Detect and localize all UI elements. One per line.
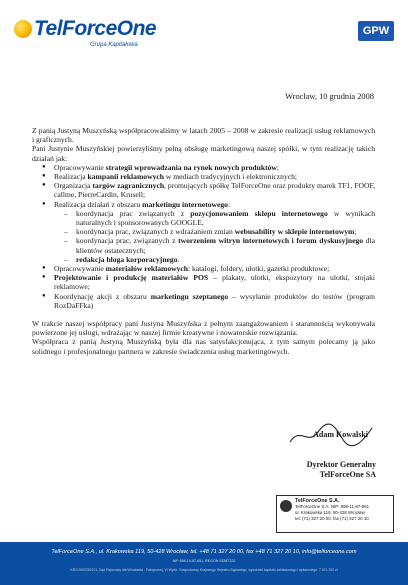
gpw-badge: GPW (358, 21, 394, 41)
stamp-logo-icon (280, 500, 292, 512)
signatory-name: Adam Kowalski (313, 430, 368, 439)
stamp-line: tel. (71) 327 20 00, fax (71) 327 20 10 (295, 516, 369, 521)
list-item: ● Opracowywanie materiałów reklamowych: katalogi, foldery, ulotki, gazetki produktowe; (42, 264, 375, 273)
lead-paragraph: Pani Justynie Muszyńskiej powierzyliśmy pełną obsługę marketingową naszej spółki, w tym realizację takich działań jak: (32, 144, 375, 163)
list-item: ● Projektowanie i produkcję materiałów POS – plakaty, ulotki, ekspozytory na ulotki, stojaki reklamowe; (42, 273, 375, 291)
intro-paragraph: Z panią Justyną Muszyńską współpracowaliśmy w latach 2005 – 2008 w zakresie realizacji usług reklamowych i graficznych. (32, 126, 375, 145)
letter-date: Wrocław, 10 grudnia 2008 (285, 92, 374, 101)
list-item: – koordynacja prac, związanych z wdrażaniem zmian webusability w sklepie internetowym; (64, 227, 375, 236)
list-item: ● Organizacja targów zagranicznych, promujących spółkę TelForceOne oraz produkty marek TF1, FOOF, callme, PierreCardin, Krusell; (42, 181, 375, 199)
footer-registry: NIP 898-19-87-851, REGON 93387322 (172, 559, 236, 563)
stamp-line: ul. Krakowska 119, 50-428 Wrocław (295, 510, 365, 515)
signatory-role: Dyrektor Generalny (306, 460, 376, 469)
closing-paragraph-2: Współpraca z panią Justyną Muszyńską była dla nas satysfakcjonująca, z tym samym polecamy ją jako solidnego i profesjonalnego partnera w zakresie świadczenia usług marketingowych. (32, 337, 375, 356)
letter-footer (0, 542, 408, 585)
list-item: ● Opracowywanie strategii wprowadzania na rynek nowych produktów; (42, 163, 375, 172)
telforceone-logo-icon (14, 20, 32, 38)
signature-block (236, 430, 376, 480)
footer-legal: KRS 0000252101, Sąd Rejonowy dla Wrocławia - Fabrycznej, VI Wydz. Gospodarczy Krajowego Rejestru Sądowego, wysokość kapitału zakładowego i wpłaconego: 7 571 200 zł (70, 568, 338, 572)
list-item: ● Realizacja działań z obszaru marketingu internetowego: – koordynacja prac związanych z pozycjonowaniem sklepu internetowego w wynikach naturalnych i sponsorowanych GOOGLE, – koordynacja prac, związanych z wdrażaniem zmian webusability w sklepie internetowym; – koordynacja prac, związanych z tworzeniem witryn internetowych i forum dyskusyjnego dla klientów ostatecznych; – redakcja bloga korporacyjnego. (42, 200, 375, 264)
letterhead (0, 0, 408, 56)
task-list (42, 163, 375, 310)
list-item: – koordynacja prac, związanych z tworzeniem witryn internetowych i forum dyskusyjnego dla klientów ostatecznych; (64, 236, 375, 254)
company-stamp (276, 495, 394, 533)
signatory-company: TelForceOne SA (319, 470, 376, 479)
stamp-line: TelForceOne S.A. NIP: 898-11-87-851 (295, 504, 370, 509)
list-item: – koordynacja prac związanych z pozycjonowaniem sklepu internetowego w wynikach naturalnych i sponsorowanych GOOGLE, (64, 209, 375, 227)
list-item: ● Koordynację akcji z obszaru marketingu szeptanego – wysyłanie produktów do testów (program RozDaFFka) (42, 292, 375, 310)
company-logo-text: TelForceOne (34, 17, 157, 40)
list-item: ● Realizacja kampanii reklamowych w mediach tradycyjnych i elektronicznych; (42, 172, 375, 181)
letter-body (32, 126, 375, 356)
company-logo-subtitle: Grupa Kapitałowa (90, 42, 138, 48)
footer-address: TelForceOne S.A., ul. Krakowska 119, 50-428 Wrocław, tel. +48 71 327 20 00, fax +48 71 327 20 10, info@telforceone.com (51, 549, 357, 555)
internet-marketing-sublist (64, 209, 375, 264)
list-item: – redakcja bloga korporacyjnego. (64, 255, 375, 264)
closing-paragraph-1: W trakcie naszej współpracy pani Justyna Muszyńska z pełnym zaangażowaniem i starannością wykonywała powierzone jej usługi, wdrażając w naszej firmie kreatywne i nowatorskie rozwiązania. (32, 319, 375, 338)
stamp-title: TelForceOne S.A. (295, 498, 340, 504)
